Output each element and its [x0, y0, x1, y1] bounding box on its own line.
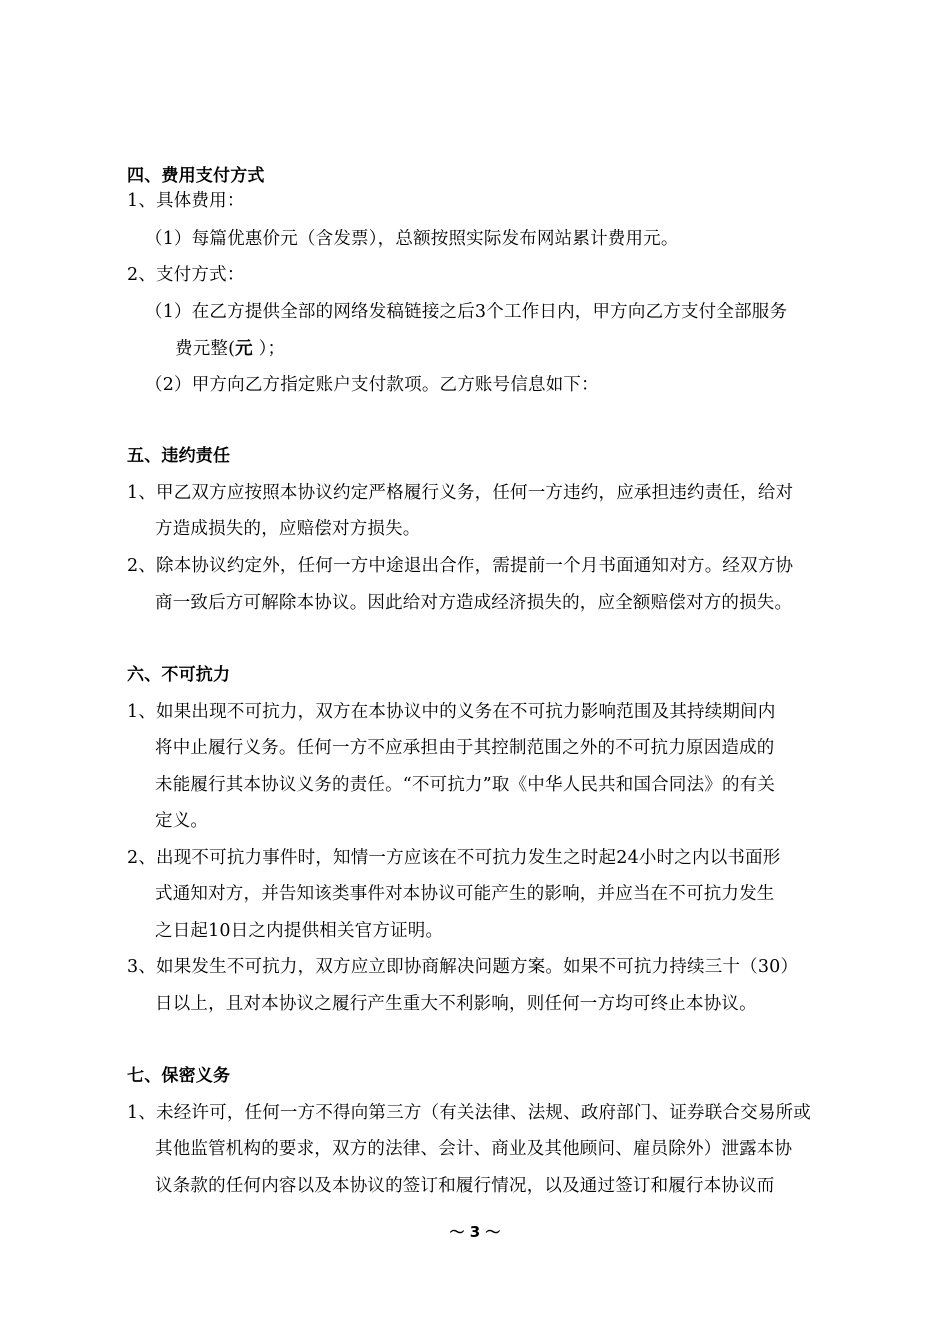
force-para-3-line2: 日以上，且对本协议之履行产生重大不利影响，则任何一方均可终止本协议。	[155, 994, 757, 1014]
force-para-2-line2: 式通知对方，并告知该类事件对本协议可能产生的影响，并应当在不可抗力发生	[155, 884, 775, 904]
force-para-1-line4: 定义。	[155, 811, 209, 831]
force-para-2-line3: 之日起10日之内提供相关官方证明。	[155, 921, 444, 941]
breach-para-1-line1: 1、甲乙双方应按照本协议约定严格履行义务，任何一方违约，应承担违约责任，给对	[127, 483, 794, 503]
confidentiality-para-1-line2: 其他监管机构的要求，双方的法律、会计、商业及其他顾问、雇员除外）泄露本协	[155, 1139, 793, 1159]
fees-item-2b: （2）甲方向乙方指定账户支付款项。乙方账号信息如下：	[145, 375, 599, 395]
fees-item-2a-line2: 费元整(元 ）；	[175, 339, 286, 359]
section-heading-breach: 五、违约责任	[127, 446, 231, 466]
fees-item-2a-line1: （1）在乙方提供全部的网络发稿链接之后3个工作日内，甲方向乙方支付全部服务	[145, 302, 788, 322]
page-number: ～ 3 ～	[449, 1223, 501, 1241]
force-para-2-line1: 2、出现不可抗力事件时，知情一方应该在不可抗力发生之时起24小时之内以书面形	[127, 848, 781, 868]
section-heading-force-majeure: 六、不可抗力	[127, 665, 231, 685]
force-para-1-line2: 将中止履行义务。任何一方不应承担由于其控制范围之外的不可抗力原因造成的	[155, 738, 775, 758]
confidentiality-para-1-line3: 议条款的任何内容以及本协议的签订和履行情况，以及通过签订和履行本协议而	[155, 1176, 775, 1196]
fees-item-2: 2、支付方式：	[127, 265, 245, 285]
force-para-1-line1: 1、如果出现不可抗力，双方在本协议中的义务在不可抗力影响范围及其持续期间内	[127, 702, 776, 722]
breach-para-1-line2: 方造成损失的，应赔偿对方损失。	[155, 519, 421, 539]
fees-item-1a: （1）每篇优惠价元（含发票），总额按照实际发布网站累计费用元。	[145, 229, 679, 249]
section-heading-fees: 四、费用支付方式	[127, 166, 265, 186]
fees-item-1: 1、具体费用：	[127, 191, 245, 211]
section-heading-confidentiality: 七、保密义务	[127, 1066, 231, 1086]
force-para-1-line3: 未能履行其本协议义务的责任。“不可抗力”取《中华人民共和国合同法》的有关	[155, 775, 776, 795]
force-para-3-line1: 3、如果发生不可抗力，双方应立即协商解决问题方案。如果不可抗力持续三十（30）	[127, 957, 799, 977]
confidentiality-para-1-line1: 1、未经许可，任何一方不得向第三方（有关法律、法规、政府部门、证券联合交易所或	[127, 1103, 811, 1123]
breach-para-2-line1: 2、除本协议约定外，任何一方中途退出合作，需提前一个月书面通知对方。经双方协	[127, 556, 794, 576]
breach-para-2-line2: 商一致后方可解除本协议。因此给对方造成经济损失的，应全额赔偿对方的损失。	[155, 593, 793, 613]
